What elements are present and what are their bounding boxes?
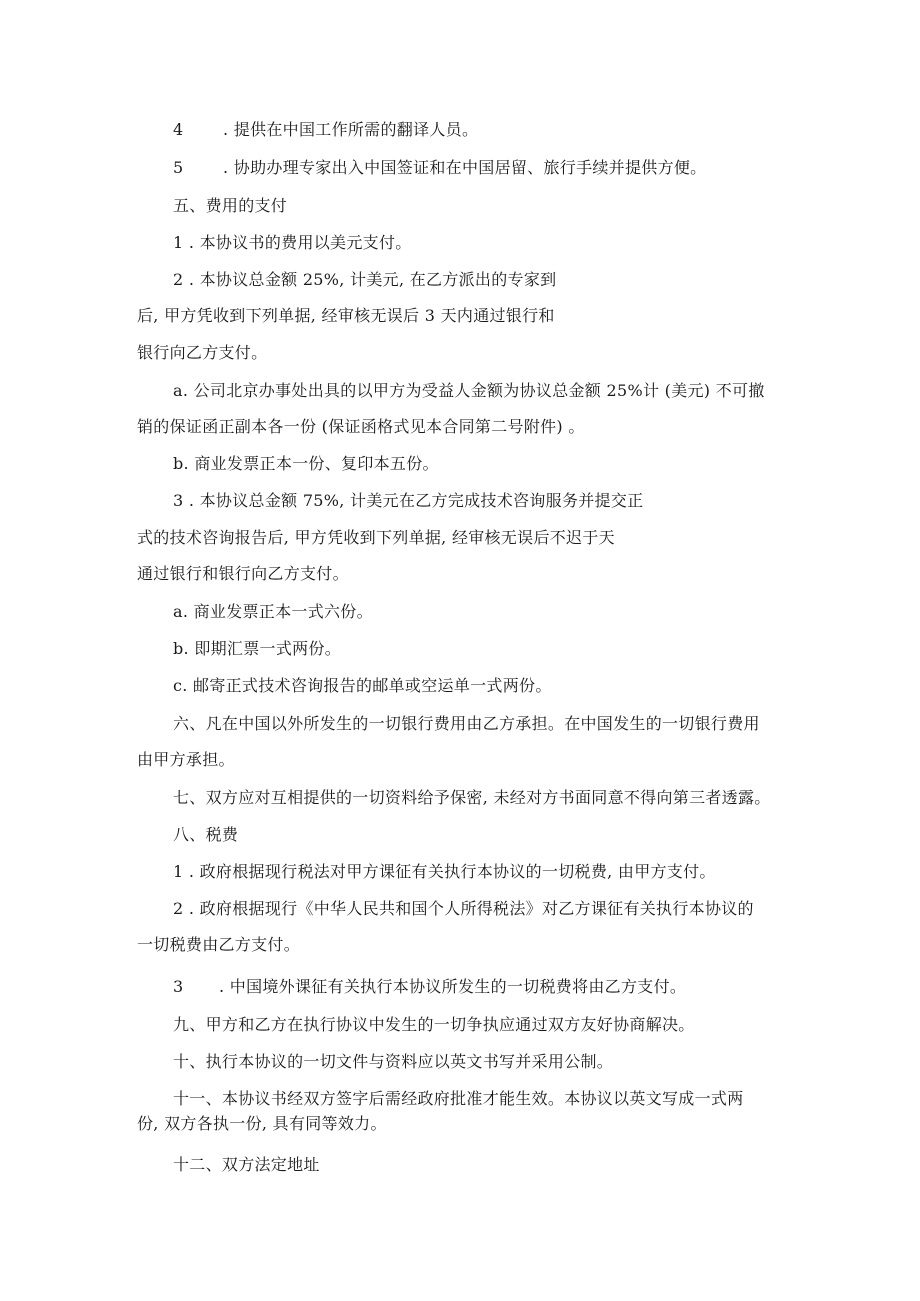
- item-5-visa-assistance: [173, 157, 706, 179]
- clause-8-2: 2 . 政府根据现行《中华人民共和国个人所得税法》对乙方课征有关执行本协议的: [173, 899, 754, 918]
- item-text: . 中国境外课征有关执行本协议所发生的一切税费将由乙方支付。: [219, 977, 687, 996]
- section-12-heading: 十二、双方法定地址: [173, 1155, 320, 1174]
- section-9: 九、甲方和乙方在执行协议中发生的一切争执应通过双方友好协商解决。: [173, 1015, 695, 1034]
- item-number: 5: [173, 158, 184, 177]
- clause-5-3-b: b. 即期汇票一式两份。: [173, 639, 342, 658]
- clause-5-2-a: a. 公司北京办事处出具的以甲方为受益人金额为协议总金额 25%计 (美元) 不可撤: [173, 381, 765, 400]
- section-11-cont: 份, 双方各执一份, 具有同等效力。: [137, 1114, 387, 1133]
- clause-5-3: 3 . 本协议总金额 75%, 计美元在乙方完成技术咨询服务并提交正: [173, 491, 644, 510]
- section-11: 十一、本协议书经双方签字后需经政府批准才能生效。本协议以英文写成一式两: [173, 1089, 744, 1108]
- clause-5-2-b: b. 商业发票正本一份、复印本五份。: [173, 454, 439, 473]
- clause-5-1: 1 . 本协议书的费用以美元支付。: [173, 233, 412, 252]
- clause-5-3-cont: 通过银行和银行向乙方支付。: [137, 564, 349, 583]
- item-number: 3: [173, 977, 184, 996]
- clause-5-2-a-cont: 销的保证函正副本各一份 (保证函格式见本合同第二号附件) 。: [137, 417, 585, 436]
- clause-8-3: [173, 976, 686, 998]
- section-5-heading: 五、费用的支付: [173, 196, 288, 215]
- clause-5-3-cont: 式的技术咨询报告后, 甲方凭收到下列单据, 经审核无误后不迟于天: [137, 528, 615, 547]
- clause-5-2-cont: 后, 甲方凭收到下列单据, 经审核无误后 3 天内通过银行和: [137, 306, 555, 325]
- item-number: 4: [173, 120, 184, 139]
- clause-5-3-a: a. 商业发票正本一式六份。: [173, 602, 373, 621]
- section-10: 十、执行本协议的一切文件与资料应以英文书写并采用公制。: [173, 1052, 614, 1071]
- section-6-cont: 由甲方承担。: [137, 750, 235, 769]
- item-text: . 提供在中国工作所需的翻译人员。: [223, 120, 479, 139]
- clause-5-2: 2 . 本协议总金额 25%, 计美元, 在乙方派出的专家到: [173, 270, 557, 289]
- section-8-heading: 八、税费: [173, 825, 239, 844]
- section-6: 六、凡在中国以外所发生的一切银行费用由乙方承担。在中国发生的一切银行费用: [173, 714, 760, 733]
- item-text: . 协助办理专家出入中国签证和在中国居留、旅行手续并提供方便。: [223, 158, 707, 177]
- clause-8-1: 1 . 政府根据现行税法对甲方课征有关执行本协议的一切税费, 由甲方支付。: [173, 862, 716, 881]
- clause-5-3-c: c. 邮寄正式技术咨询报告的邮单或空运单一式两份。: [173, 676, 552, 695]
- clause-8-2-cont: 一切税费由乙方支付。: [137, 935, 301, 954]
- item-4-translators: [173, 119, 478, 141]
- clause-5-2-cont: 银行向乙方支付。: [137, 343, 268, 362]
- section-7: 七、双方应对互相提供的一切资料给予保密, 未经对方书面同意不得向第三者透露。: [173, 788, 771, 807]
